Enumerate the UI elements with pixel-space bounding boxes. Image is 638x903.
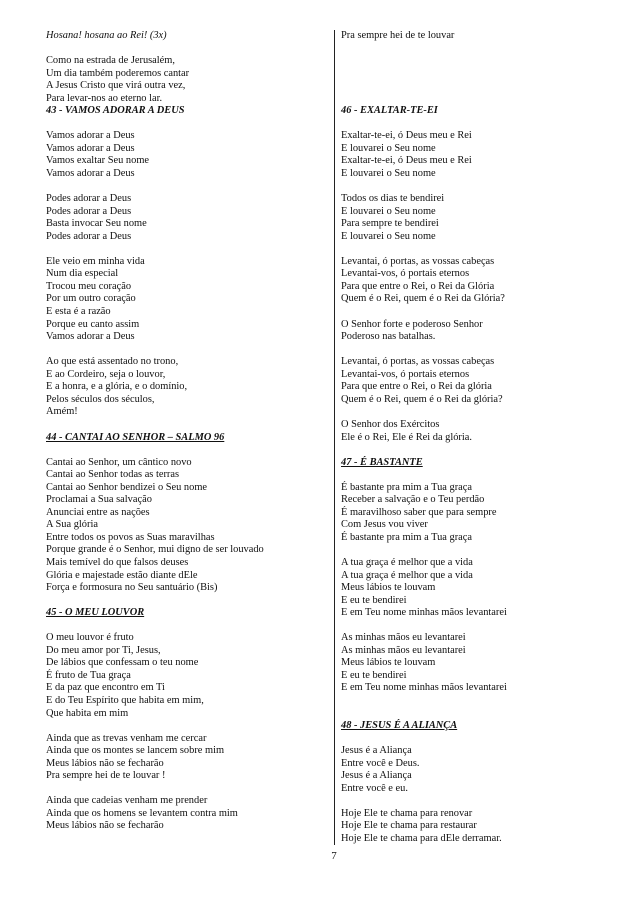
lyric-line: Meus lábios te louvam xyxy=(341,582,436,594)
lyric-line: Como na estrada de Jerusalém, xyxy=(46,55,175,67)
blank-line xyxy=(341,620,611,633)
blank-line xyxy=(46,620,324,633)
lyric-line: Pra sempre hei de te louvar ! xyxy=(46,770,166,782)
lyric-line: Cantai ao Senhor, um cântico novo xyxy=(46,456,192,468)
lyric-line: Num dia especial xyxy=(46,268,119,280)
blank-line xyxy=(341,544,611,557)
blank-line xyxy=(341,93,611,106)
lyric-line: Mais temível do que falsos deuses xyxy=(46,556,189,568)
blank-line xyxy=(46,344,324,357)
lyric-line: Meus lábios não se fecharão xyxy=(46,820,164,832)
lyric-line: E eu te bendirei xyxy=(341,669,407,681)
lyric-line: Ele é o Rei, Ele é Rei da glória. xyxy=(341,431,472,443)
lyric-line: Para sempre te bendirei xyxy=(341,218,439,230)
lyric-line: É maravilhoso saber que para sempre xyxy=(341,506,497,518)
lyric-line: A Jesus Cristo que virá outra vez, xyxy=(46,80,186,92)
blank-line xyxy=(46,419,324,432)
blank-line xyxy=(46,720,324,733)
blank-line xyxy=(46,181,324,194)
lyric-line: E louvarei o Seu nome xyxy=(341,142,436,154)
lyric-line: Ainda que os homens se levantem contra mim xyxy=(46,807,238,819)
lyric-line: A tua graça é melhor que a vida xyxy=(341,556,473,568)
blank-line xyxy=(341,444,611,457)
lyric-line: Levantai, ó portas, as vossas cabeças xyxy=(341,356,495,368)
lyric-line: Anunciai entre as nações xyxy=(46,506,150,518)
lyric-line: Levantai-vos, ó portais eternos xyxy=(341,368,470,380)
lyric-line: Entre você e Deus. xyxy=(341,757,420,769)
lyric-line: E a honra, e a glória, e o domínio, xyxy=(46,381,188,393)
lyric-line: É bastante pra mim a Tua graça xyxy=(341,481,472,493)
lyric-line: Vamos adorar a Deus xyxy=(46,142,135,154)
lyric-line: As minhas mãos eu levantarei xyxy=(341,644,466,656)
blank-line xyxy=(341,55,611,68)
lyric-line: Entre todos os povos as Suas maravilhas xyxy=(46,531,215,543)
blank-line xyxy=(46,118,324,131)
blank-line xyxy=(341,708,611,721)
blank-line xyxy=(46,783,324,796)
song-title: 43 - VAMOS ADORAR A DEUS xyxy=(46,105,185,117)
lyric-line: Meus lábios não se fecharão xyxy=(46,757,164,769)
lyric-line: Por um outro coração xyxy=(46,293,136,305)
blank-line xyxy=(46,43,324,56)
column-divider xyxy=(334,30,335,845)
lyric-line: Basta invocar Seu nome xyxy=(46,218,147,230)
page-number: 7 xyxy=(331,850,337,862)
lyric-line: Exaltar-te-ei, ó Deus meu e Rei xyxy=(341,155,472,167)
lyric-line: Hoje Ele te chama para dEle derramar. xyxy=(341,833,502,844)
lyric-line: E da paz que encontro em Ti xyxy=(46,682,165,694)
lyric-line: De lábios que confessam o teu nome xyxy=(46,657,199,669)
lyric-line: Porque grande é o Senhor, mui digno de ser louvado xyxy=(46,544,264,556)
lyric-line: Para que entre o Rei, o Rei da glória xyxy=(341,381,492,393)
blank-line xyxy=(341,68,611,81)
lyric-line: Pelos séculos dos séculos, xyxy=(46,393,155,405)
left-column xyxy=(46,30,324,833)
lyric-line: A tua graça é melhor que a vida xyxy=(341,569,473,581)
lyric-line: Ao que está assentado no trono, xyxy=(46,356,179,368)
blank-line xyxy=(341,118,611,131)
lyric-line: Cantai ao Senhor bendizei o Seu nome xyxy=(46,481,208,493)
blank-line xyxy=(341,243,611,256)
blank-line xyxy=(341,733,611,746)
lyric-line: Proclamai a Sua salvação xyxy=(46,494,152,506)
lyric-line: Podes adorar a Deus xyxy=(46,193,132,205)
right-column xyxy=(341,30,611,846)
blank-line xyxy=(46,444,324,457)
song-title: 44 - CANTAI AO SENHOR – SALMO 96 xyxy=(46,431,225,443)
lyric-line: E em Teu nome minhas mãos levantarei xyxy=(341,682,507,694)
blank-line xyxy=(341,80,611,93)
blank-line xyxy=(341,406,611,419)
lyric-line: O meu louvor é fruto xyxy=(46,632,134,644)
lyric-line: Meus lábios te louvam xyxy=(341,657,436,669)
lyric-line: Ainda que cadeias venham me prender xyxy=(46,795,208,807)
lyric-line: E louvarei o Seu nome xyxy=(341,168,436,180)
lyric-line: Hoje Ele te chama para restaurar xyxy=(341,820,477,832)
lyric-line: Vamos exaltar Seu nome xyxy=(46,155,150,167)
song-title: 47 - É BASTANTE xyxy=(341,456,423,468)
song-title: 45 - O MEU LOUVOR xyxy=(46,607,145,619)
lyric-line: As minhas mãos eu levantarei xyxy=(341,632,466,644)
song-title: 46 - EXALTAR-TE-EI xyxy=(341,105,438,117)
blank-line xyxy=(341,469,611,482)
lyric-line: Vamos adorar a Deus xyxy=(46,331,135,343)
blank-line xyxy=(341,795,611,808)
lyric-line: Do meu amor por Ti, Jesus, xyxy=(46,644,161,656)
lyric-line: Receber a salvação e o Teu perdão xyxy=(341,494,485,506)
lyric-line: Todos os dias te bendirei xyxy=(341,193,445,205)
lyric-line: Amém! xyxy=(46,406,78,418)
lyric-line: Hosana! hosana ao Rei! (3x) xyxy=(46,30,167,41)
lyric-line: E ao Cordeiro, seja o louvor, xyxy=(46,368,166,380)
song-title: 48 - JESUS É A ALIANÇA xyxy=(341,720,458,732)
lyric-line: Pra sempre hei de te louvar xyxy=(341,30,455,41)
lyric-line: E eu te bendirei xyxy=(341,594,407,606)
lyric-line: É fruto de Tua graça xyxy=(46,669,131,681)
lyric-line: Porque eu canto assim xyxy=(46,318,140,330)
blank-line xyxy=(46,243,324,256)
lyric-line: E louvarei o Seu nome xyxy=(341,205,436,217)
lyric-line: Que habita em mim xyxy=(46,707,129,719)
lyric-line: Força e formosura no Seu santuário (Bis) xyxy=(46,582,218,594)
lyric-line: O Senhor dos Exércitos xyxy=(341,418,440,430)
lyric-line: Ainda que os montes se lancem sobre mim xyxy=(46,745,225,757)
blank-line xyxy=(341,43,611,56)
lyric-line: Jesus é a Aliança xyxy=(341,745,412,757)
lyric-line: Hoje Ele te chama para renovar xyxy=(341,807,473,819)
lyric-line: Jesus é a Aliança xyxy=(341,770,412,782)
lyric-line: Trocou meu coração xyxy=(46,280,132,292)
lyric-line: Glória e majestade estão diante dEle xyxy=(46,569,198,581)
lyric-line: Poderoso nas batalhas. xyxy=(341,331,436,343)
blank-line xyxy=(341,344,611,357)
lyric-line: O Senhor forte e poderoso Senhor xyxy=(341,318,483,330)
lyric-line: A Sua glória xyxy=(46,519,98,531)
lyric-line: E louvarei o Seu nome xyxy=(341,230,436,242)
lyric-line: Quem é o Rei, quem é o Rei da glória? xyxy=(341,393,503,405)
blank-line xyxy=(341,306,611,319)
blank-line xyxy=(341,695,611,708)
lyric-line: Levantai-vos, ó portais eternos xyxy=(341,268,470,280)
lyric-line: Cantai ao Senhor todas as terras xyxy=(46,469,180,481)
lyric-line: E em Teu nome minhas mãos levantarei xyxy=(341,607,507,619)
lyric-line: Entre você e eu. xyxy=(341,782,408,794)
lyric-line: E do Teu Espírito que habita em mim, xyxy=(46,694,204,706)
lyric-line: É bastante pra mim a Tua graça xyxy=(341,531,472,543)
lyric-line: Com Jesus vou viver xyxy=(341,519,428,531)
lyric-line: Vamos adorar a Deus xyxy=(46,168,135,180)
lyric-line: E esta é a razão xyxy=(46,306,111,318)
lyric-line: Para que entre o Rei, o Rei da Glória xyxy=(341,280,495,292)
lyric-line: Exaltar-te-ei, ó Deus meu e Rei xyxy=(341,130,472,142)
lyric-line: Vamos adorar a Deus xyxy=(46,130,135,142)
lyric-line: Levantai, ó portas, as vossas cabeças xyxy=(341,255,495,267)
lyric-line: Um dia também poderemos cantar xyxy=(46,67,190,79)
lyric-line: Podes adorar a Deus xyxy=(46,205,132,217)
lyric-line: Ele veio em minha vida xyxy=(46,255,145,267)
blank-line xyxy=(46,595,324,608)
lyric-line: Quem é o Rei, quem é o Rei da Glória? xyxy=(341,293,505,305)
lyric-line: Ainda que as trevas venham me cercar xyxy=(46,732,207,744)
lyric-line: Para levar-nos ao eterno lar. xyxy=(46,92,163,104)
lyric-line: Podes adorar a Deus xyxy=(46,230,132,242)
blank-line xyxy=(341,181,611,194)
